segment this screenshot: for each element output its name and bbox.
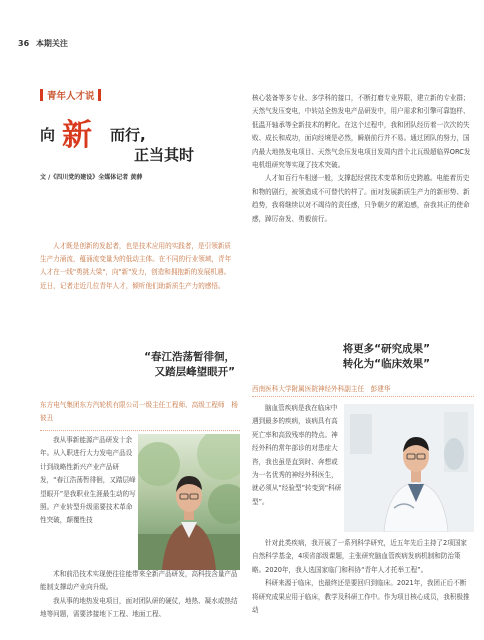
- left-body-top: [40, 434, 137, 528]
- portrait-engineer-illustration: [138, 434, 240, 570]
- portrait-photo-doctor: [344, 404, 474, 532]
- column-tag: [40, 88, 225, 102]
- title-part-2: 而行,: [110, 126, 146, 144]
- right-body-bottom: [252, 537, 472, 617]
- column-tag-label: 青年人才说: [47, 91, 95, 102]
- section-title: 本期关注: [35, 39, 68, 48]
- byline: 文 /《四川党的建设》全媒体记者 黄薛: [40, 174, 143, 181]
- left-heading-line-1: “春江浩荡暂徘徊，: [144, 351, 235, 363]
- left-section-heading: [60, 350, 235, 380]
- right-body-top: [252, 402, 342, 509]
- page-header: [18, 38, 68, 49]
- left-body-paragraph-1: 我从事新能源产品研发十余年。从入职进行大力发电产品设计到战略性新兴产业产品研发，“春江浩荡暂徘徊，又踏层峰望眼开”是我职业生涯最生动的写照。产业转型升级需要技术革命性突破，颠覆性技: [40, 436, 136, 525]
- title-big-char: 新: [62, 118, 92, 153]
- column-tag-bar: [40, 89, 43, 101]
- right-person-credit: 西南医科大学附属医院神经外科副主任 彭建华: [252, 385, 391, 393]
- right-top-paragraph-2: 人才如百行车相递一般，支撑起经营技术变革和历史跨越。电能着历史和物的剧行，被领造成不可替代的样了。面对发展新质生产力的新形势、新趋势，我将继续以对不竭待的责任感，只争朝夕的紧迫感，奋我其正的使命感，踔厉奋发、勇毅前行。: [252, 174, 470, 223]
- title-part-3: 正当其时: [134, 146, 195, 164]
- right-heading-line-2: 转化为“临床效果”: [342, 358, 430, 370]
- left-heading-line-2: 又踏层峰望眼开”: [154, 366, 235, 378]
- right-body-paragraph-2: 针对此类疾病，我开展了一系列科学研究，近五年先后主持了2项国家自然科学基金，4项省部级课题，主张研究脑血管疾病发病机制和防治策略。2020年，我人选国家临门和科协“青年人才托举工程”。: [252, 539, 468, 574]
- right-body-paragraph-3: 科研来源于临床，也最终还是要回归到临床。2021年，我团正后不断将研究成果应用于临床，教学及科研工作中。作为项目核心成员，我积极推动: [252, 579, 470, 615]
- right-top-text: [252, 92, 472, 226]
- right-body-paragraph-1: 脑血管疾病是我在临床中遇到最多的疾病，该病具有高死亡率和高致残率的特点。神经外科的常年部诊的对患症大咨，我也虽是直到时、奔想或为一名优秀的神经外科医生，就必须从“经验型”转变到“科研型”。: [252, 404, 342, 506]
- title-block: [40, 88, 225, 181]
- left-body-bottom: [40, 568, 238, 622]
- column-tag-bar-end: [98, 89, 101, 101]
- right-divider: [252, 396, 474, 397]
- intro-paragraph: 人才既是创新的发起者，也是技术应用的实践者，是引领新质生产力涌流，蕴涌流变量为的低动主体。在不同的行业领域，青年人才在一线"勇挑大梁"，向"新"发力，创造和拥抱新的发展机遇。近日，记者走近几位青年人才，倾听他们助新质生产力的感悟。: [40, 242, 232, 290]
- left-person-credit: 东方电气集团东方汽轮机有限公司一级主任工程师、高级工程师 杨彼丑: [40, 401, 238, 422]
- portrait-photo-engineer: [138, 434, 240, 570]
- right-top-paragraph-1: 核心装备等多专业、多学科的接口，不断打磨专业界限，建立新的专业群；天然气发压变电，中转站全热发电产品研发中，用户需求和引擎可靠饱样、低温开轴承等全新技术的孵化。在这个过程中，我和团队经历着一次次的失败、成长和成功，面向经境是必然，瞬崩前行并不易。通过团队的努力，国内最大地热发电项目、天然气余压发电项目发周内首个北瓦级超临界ORC发电机组研究等实现了技术突破。: [252, 94, 471, 170]
- portrait-doctor-illustration: [344, 404, 474, 532]
- left-body-paragraph-2: 术和前沿技术实现使往往能带来全新产品研发，高科技含量产品能制支撑动产业向升级。: [40, 570, 238, 592]
- page-number: 36: [18, 39, 30, 48]
- article-title: [40, 110, 225, 162]
- right-section-heading: [270, 342, 430, 372]
- right-heading-line-1: 将更多“研究成果”: [342, 343, 430, 355]
- left-divider: [40, 430, 240, 431]
- left-body-paragraph-3: 我从事的地热发电项目，面对团队研的硬仗，地热、凝水或热结地等问题，需要涉接地下工程、地面工程、: [40, 596, 238, 619]
- title-part-1: 向: [40, 126, 56, 144]
